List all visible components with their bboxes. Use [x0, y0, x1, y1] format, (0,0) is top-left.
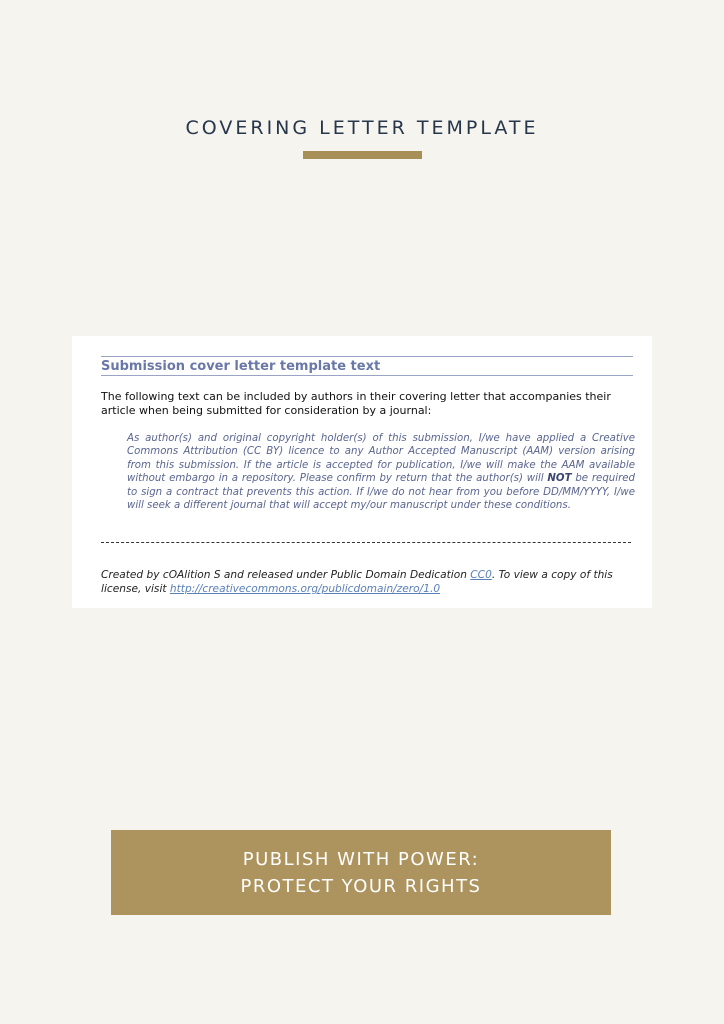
credit-text-part1: Created by cOAlition S and released under Public Domain Dedication: [101, 569, 471, 581]
template-paragraph: [127, 432, 635, 512]
tagline-line-2: PROTECT YOUR RIGHTS: [240, 875, 482, 897]
template-text-part1: As author(s) and original copyright holder(s) of this submission, I/we have applied a Creative Commons Attribution (CC BY) licence to any Author Accepted Manuscript (AAM) version arising from this submission. If the article is accepted for publication, I/we will make the AAM available without embargo in a repository. Please confirm by return that the author(s) will: [127, 433, 635, 485]
intro-paragraph: The following text can be included by authors in their covering letter that accompanies their article when being submitted for consideration by a journal:: [101, 390, 611, 417]
dashed-separator: [101, 542, 631, 543]
credit-paragraph: [101, 568, 641, 596]
tagline-banner: [111, 830, 611, 915]
credit-text-part2: . To view a copy of this license, visit: [101, 569, 613, 595]
page-title: COVERING LETTER TEMPLATE: [185, 117, 539, 139]
license-url-link[interactable]: http://creativecommons.org/publicdomain/zero/1.0: [169, 583, 441, 595]
section-heading: Submission cover letter template text: [101, 356, 633, 376]
cc0-link[interactable]: CC0: [470, 569, 492, 581]
template-text-part2: be required to sign a contract that prevents this action. If I/we do not hear from you before DD/MM/YYYY, I/we will seek a different journal that will accept my/our manuscript under these conditions.: [127, 473, 636, 512]
template-emphasis: NOT: [547, 473, 572, 485]
tagline-line-1: PUBLISH WITH POWER:: [242, 848, 480, 870]
letter-template-card: [72, 336, 652, 608]
title-underline-divider: [303, 151, 422, 159]
